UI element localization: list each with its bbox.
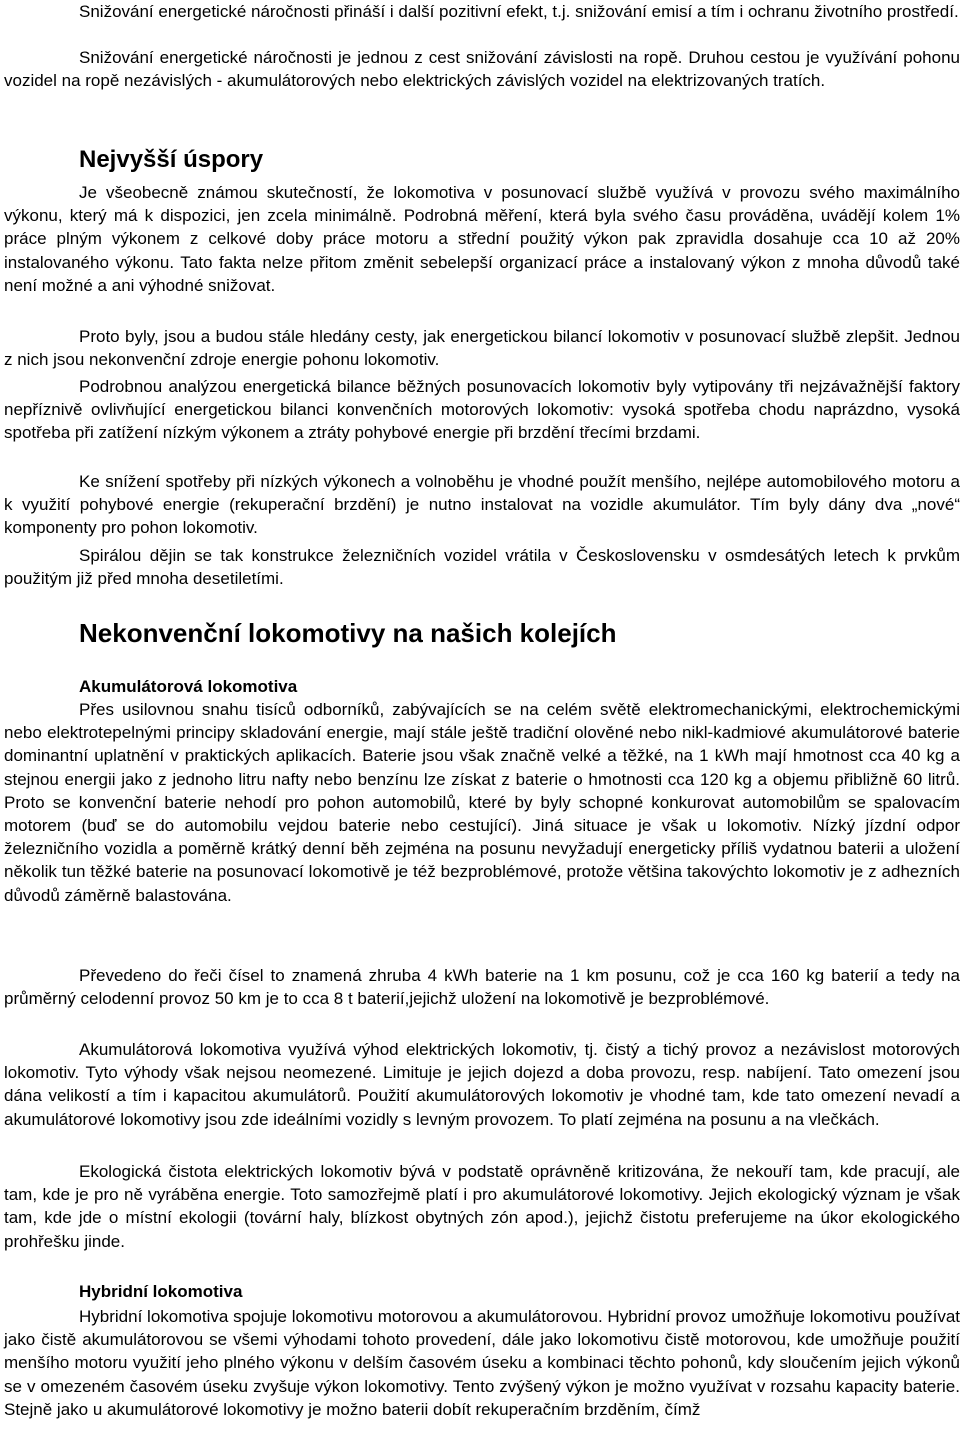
section-title-savings: Nejvyšší úspory: [79, 146, 264, 173]
subsection-title-hybrid: Hybridní lokomotiva: [79, 1282, 243, 1301]
hybrid-paragraph-1: Hybridní lokomotiva spojuje lokomotivu motorovou a akumulátorovou. Hybridní provoz umožňuje lokomotivu používat jako čistě akumulátorovou se všemi výhodami tohoto provedení, dále jako lokomotivu čistě motorovou, kde umožňuje použití menšího motoru využití jeho plného výkonu v delším časovém úseku a kombinaci těchto pohonů, kdy sloučením jejich výkonů se v omezeném časovém úseku zvyšuje výkon lokomotivy. Tento zvýšený výkon je možno využívat v rozsahu kapacity baterie. Stejně jako u akumulátorové lokomotivy je možno baterii dobít rekuperačním brzděním, čímž: [4, 1307, 960, 1419]
section-title-unconventional: Nekonvenční lokomotivy na našich kolejích: [79, 618, 617, 648]
battery-paragraph-1: Přes usilovnou snahu tisíců odborníků, zabývajících se na celém světě elektromechanickými, elektrochemickými nebo elektrotepelnými principy skladování energie, mají stále ještě tradiční olověné nebo nikl-kadmiové akumulátorové baterie dominantní uplatnění v praktických aplikacích. Baterie jsou však značně velké a těžké, na 1 kWh mají hmotnost cca 40 kg a stejnou energii jako z jednoho litru nafty nebo benzínu lze získat z baterie o hmotnosti cca 120 kg a objemu přibližně 60 litrů. Proto se konvenční baterie nehodí pro pohon automobilů, které by byly schopné konkurovat automobilům se spalovacím motorem (buď se do automobilu vejdou baterie nebo cestující). Jiná situace je však u lokomotiv. Nízký jízdní odpor železničního vozidla a poměrně krátký denní běh zejména na posunu nevyžadují energeticky příliš vydatnou baterii a uložení několik tun těžké baterie na posunovací lokomotivě je též bezproblémové, protože většina takovýchto lokomotiv je z adhezních důvodů záměrně balastována.: [4, 700, 960, 905]
battery-paragraph-3: Akumulátorová lokomotiva využívá výhod elektrických lokomotiv, tj. čistý a tichý provoz a nezávislost motorových lokomotiv. Tyto výhody však nejsou neomezené. Limituje je jejich dojezd a doba provozu, resp. nabíjení. Tato omezení jsou dána velikostí a tím i kapacitou akumulátorů. Použití akumulátorových lokomotiv je vhodné tam, kde tato omezení nevadí a akumulátorové lokomotivy jsou zde ideálními vozidly s levným provozem. To platí zejména na posunu a na vlečkách.: [4, 1040, 960, 1129]
savings-paragraph-5: Spirálou dějin se tak konstrukce železničních vozidel vrátila v Československu v osmdesátých letech k prvkům použitým již před mnoha desetiletími.: [4, 546, 960, 589]
intro-paragraph-1: Snižování energetické náročnosti přináší i další pozitivní efekt, t.j. snižování emisí a tím i ochranu životního prostředí.: [79, 2, 959, 21]
subsection-title-battery: Akumulátorová lokomotiva: [79, 677, 298, 696]
savings-paragraph-2: Proto byly, jsou a budou stále hledány cesty, jak energetickou bilancí lokomotiv v posunovací službě zlepšit. Jednou z nich jsou nekonvenční zdroje energie pohonu lokomotiv.: [4, 327, 960, 370]
savings-paragraph-1: Je všeobecně známou skutečností, že lokomotiva v posunovací službě využívá v provozu svého maximálního výkonu, který má k dispozici, jen zcela minimálně. Podrobná měření, která byla svého času prováděna, uvádějí kolem 1% práce plným výkonem z celkové doby práce motoru a střední použitý výkon pak zpravidla dosahuje cca 10 až 20% instalovaného výkonu. Tato fakta nelze přitom změnit sebelepší organizací práce a instalovaný výkon z mnoha důvodů také není možné a ani výhodné snižovat.: [4, 183, 960, 295]
savings-paragraph-4: Ke snížení spotřeby při nízkých výkonech a volnoběhu je vhodné použít menšího, nejlépe automobilového motoru a k využití pohybové energie (rekuperační brzdění) je nutno instalovat na vozidle akumulátor. Tím byly dány dva „nové“ komponenty pro pohon lokomotiv.: [4, 472, 960, 538]
intro-paragraph-2: Snižování energetické náročnosti je jednou z cest snižování závislosti na ropě. Druhou cestou je využívání pohonu vozidel na ropě nezávislých - akumulátorových nebo elektrických závislých vozidel na elektrizovaných tratích.: [4, 48, 960, 91]
battery-paragraph-2: Převedeno do řeči čísel to znamená zhruba 4 kWh baterie na 1 km posunu, což je cca 160 kg baterií a tedy na průměrný celodenní provoz 50 km je to cca 8 t baterií,jejichž uložení na lokomotivě je bezproblémové.: [4, 966, 960, 1009]
savings-paragraph-3: Podrobnou analýzou energetická bilance běžných posunovacích lokomotiv byly vytipovány tři nejzávažnější faktory nepříznivě ovlivňující energetickou bilanci konvenčních motorových lokomotiv: vysoká spotřeba chodu naprázdno, vysoká spotřeba při zatížení nízkým výkonem a ztráty pohybové energie při brzdění třecími brzdami.: [4, 377, 960, 443]
battery-paragraph-4: Ekologická čistota elektrických lokomotiv bývá v podstatě oprávněně kritizována, že nekouří tam, kde pracují, ale tam, kde je pro ně vyráběna energie. Toto samozřejmě platí i pro akumulátorové lokomotivy. Jejich ekologický význam je však tam, kde jde o místní ekologii (tovární haly, blízkost obytných zón apod.), jejichž čistotu preferujeme na úkor ekologického prohřešku jinde.: [4, 1162, 960, 1251]
